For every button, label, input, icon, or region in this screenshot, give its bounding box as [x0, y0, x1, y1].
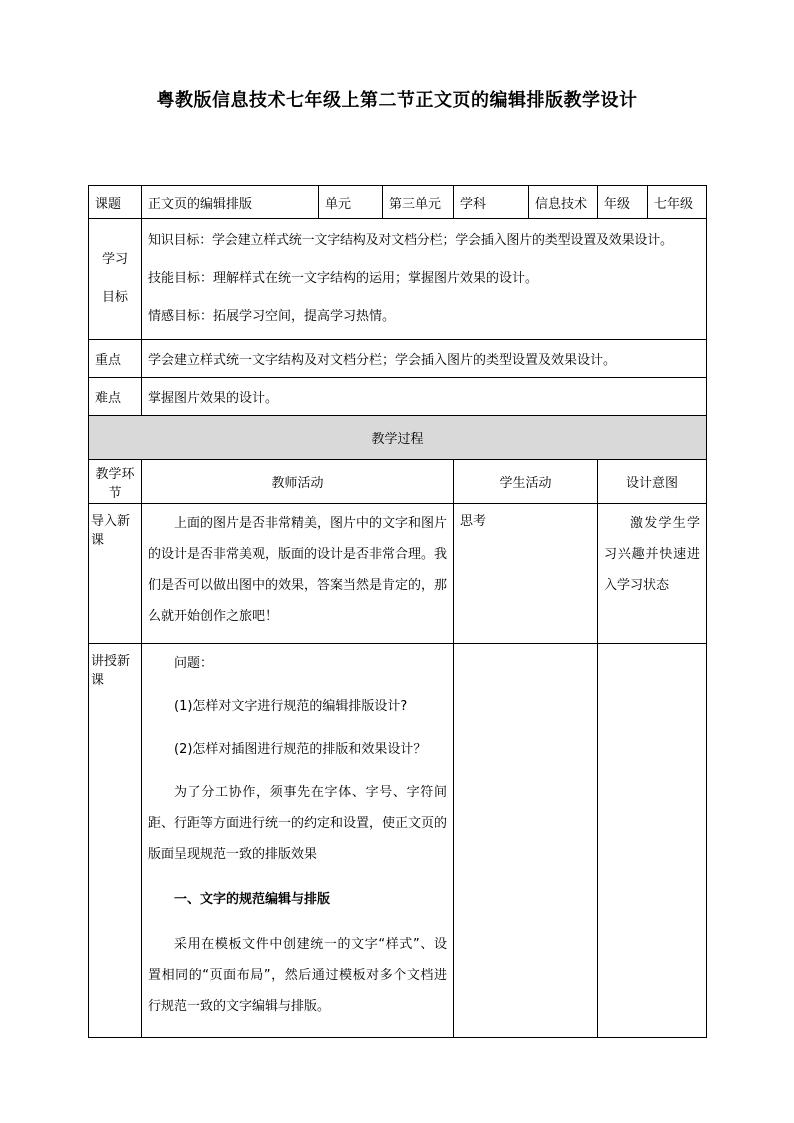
process-title-row — [89, 416, 707, 460]
lecture-paragraph-1: 为了分工协作，须事先在字体、字号、字符间距、行距等方面进行统一的约定和设置，使正文页的版面呈现规范一致的排版效果 — [148, 785, 448, 862]
unit-value: 第三单元 — [383, 186, 454, 219]
intro-stage: 导入新课 — [89, 504, 142, 644]
skill-goal: 技能目标：理解样式在统一文字结构的运用；掌握图片效果的设计。 — [148, 271, 539, 286]
subject-label: 学科 — [454, 186, 529, 219]
intro-design-text: 激发学生学习兴趣并快速进入学习状态 — [604, 516, 700, 593]
intro-teacher — [142, 504, 454, 644]
intro-student: 思考 — [454, 504, 598, 644]
intro-design — [598, 504, 707, 644]
question-label: 问题： — [174, 656, 214, 671]
lecture-student — [454, 644, 598, 1038]
lecture-stage: 讲授新课 — [89, 644, 142, 1038]
emotion-goal: 情感目标：拓展学习空间，提高学习热情。 — [148, 309, 396, 324]
key-point-label: 重点 — [89, 340, 142, 378]
question-2: (2)怎样对插图进行规范的排版和效果设计？ — [174, 742, 427, 757]
key-point-row — [89, 340, 707, 378]
section-heading-1: 一、文字的规范编辑与排版 — [174, 892, 331, 907]
knowledge-goal: 知识目标：学会建立样式统一文字结构及对文档分栏；学会插入图片的类型设置及效果设计。 — [148, 233, 673, 248]
col-design-header: 设计意图 — [598, 460, 707, 504]
goals-label-line1: 学习 — [101, 252, 128, 267]
difficulty-row — [89, 378, 707, 416]
grade-value: 七年级 — [648, 186, 707, 219]
unit-label: 单元 — [319, 186, 383, 219]
grade-label: 年级 — [598, 186, 648, 219]
lecture-teacher — [142, 644, 454, 1038]
question-1: (1)怎样对文字进行规范的编辑排版设计? — [174, 699, 408, 714]
course-value: 正文页的编辑排版 — [142, 186, 319, 219]
lecture-design — [598, 644, 707, 1038]
goals-content — [142, 219, 707, 340]
header-row — [89, 186, 707, 219]
lecture-row — [89, 644, 707, 1038]
intro-row — [89, 504, 707, 644]
lecture-paragraph-2: 采用在模板文件中创建统一的文字“样式”、设置相同的“页面布局”，然后通过模板对多个文档进行规范一致的文字编辑与排版。 — [148, 937, 447, 1014]
process-title: 教学过程 — [89, 416, 707, 460]
intro-teacher-text: 上面的图片是否非常精美，图片中的文字和图片的设计是否非常美观，版面的设计是否非常合理。我们是否可以做出图中的效果，答案当然是肯定的，那么就开始创作之旅吧！ — [148, 516, 448, 624]
goals-label-line2: 目标 — [101, 290, 128, 305]
col-student-header-label: 学生活动 — [499, 476, 552, 491]
course-label: 课题 — [89, 186, 142, 219]
document-title: 粤教版信息技术七年级上第二节正文页的编辑排版教学设计 — [156, 90, 638, 111]
col-stage-header: 教学环节 — [89, 460, 142, 504]
subject-value: 信息技术 — [529, 186, 598, 219]
col-student-header — [454, 460, 598, 504]
difficulty-value: 掌握图片效果的设计。 — [142, 378, 707, 416]
lesson-plan-table — [88, 185, 707, 1038]
goals-row — [89, 219, 707, 340]
goals-label — [89, 219, 142, 340]
key-point-value: 学会建立样式统一文字结构及对文档分栏；学会插入图片的类型设置及效果设计。 — [142, 340, 707, 378]
col-teacher-header: 教师活动 — [142, 460, 454, 504]
process-header-row — [89, 460, 707, 504]
difficulty-label: 难点 — [89, 378, 142, 416]
